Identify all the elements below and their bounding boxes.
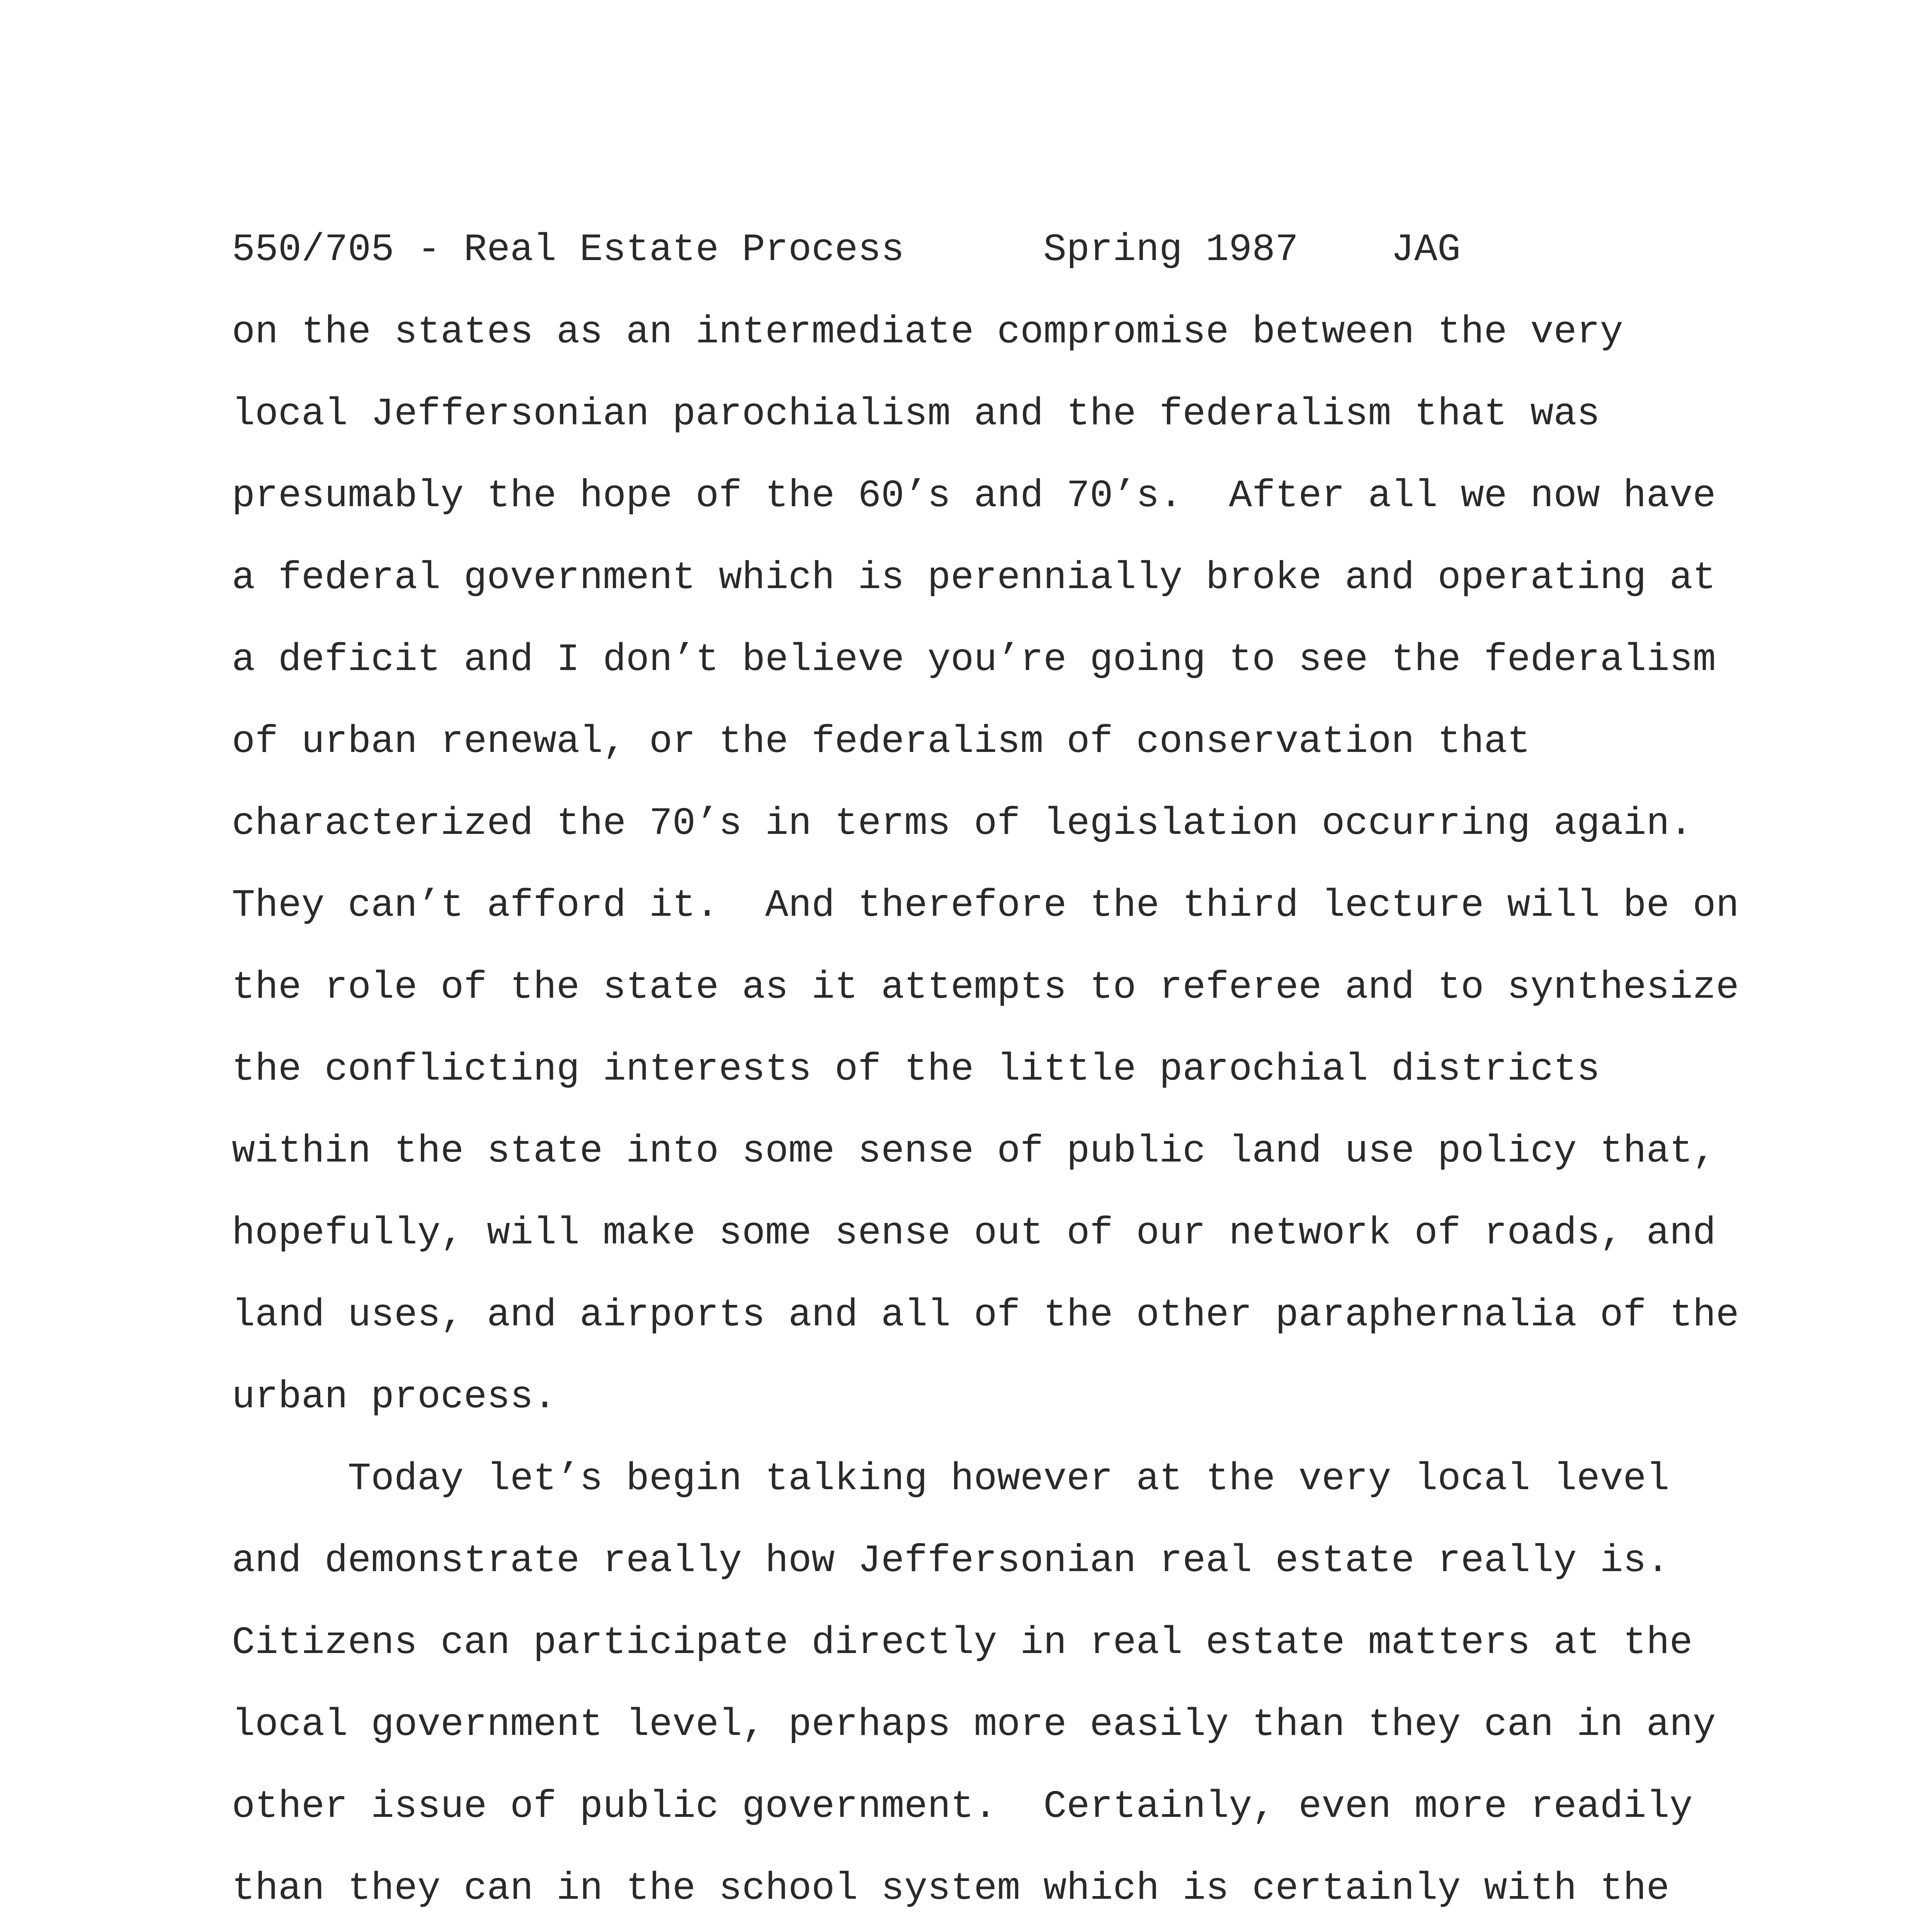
body-line: urban process.: [232, 1376, 557, 1419]
body-line: characterized the 70’s in terms of legislation occurring again.: [232, 802, 1693, 846]
body-line: of urban renewal, or the federalism of conservation that: [232, 720, 1531, 764]
body-line: a federal government which is perennially broke and operating at: [232, 556, 1716, 600]
body-line: the role of the state as it attempts to referee and to synthesize: [232, 966, 1739, 1010]
body-line: the conflicting interests of the little parochial districts: [232, 1048, 1600, 1092]
body-line: land uses, and airports and all of the other paraphernalia of the: [232, 1294, 1739, 1337]
body-line: within the state into some sense of public land use policy that,: [232, 1130, 1716, 1173]
body-line: presumably the hope of the 60’s and 70’s. After all we now have: [232, 474, 1716, 518]
header-course: 550/705 - Real Estate Process: [232, 228, 905, 272]
body-line: on the states as an intermediate compromise between the very: [232, 311, 1623, 354]
body-line: other issue of public government. Certainly, even more readily: [232, 1785, 1693, 1829]
body-line: hopefully, will make some sense out of our network of roads, and: [232, 1212, 1716, 1255]
body-line: Citizens can participate directly in real estate matters at the: [232, 1621, 1693, 1665]
header-term: Spring 1987: [1043, 228, 1299, 272]
body-line: than they can in the school system which is certainly with the: [232, 1867, 1670, 1911]
header-initials: JAG: [1391, 228, 1461, 272]
body-line: a deficit and I don’t believe you’re going to see the federalism: [232, 638, 1716, 682]
body-line: They can’t afford it. And therefore the third lecture will be on: [232, 884, 1739, 928]
body-line: local Jeffersonian parochialism and the federalism that was: [232, 393, 1600, 436]
paragraph-first-line: Today let’s begin talking however at the very local level: [348, 1458, 1670, 1501]
body-line: and demonstrate really how Jeffersonian real estate really is.: [232, 1539, 1670, 1583]
body-line: local government level, perhaps more easily than they can in any: [232, 1703, 1716, 1747]
